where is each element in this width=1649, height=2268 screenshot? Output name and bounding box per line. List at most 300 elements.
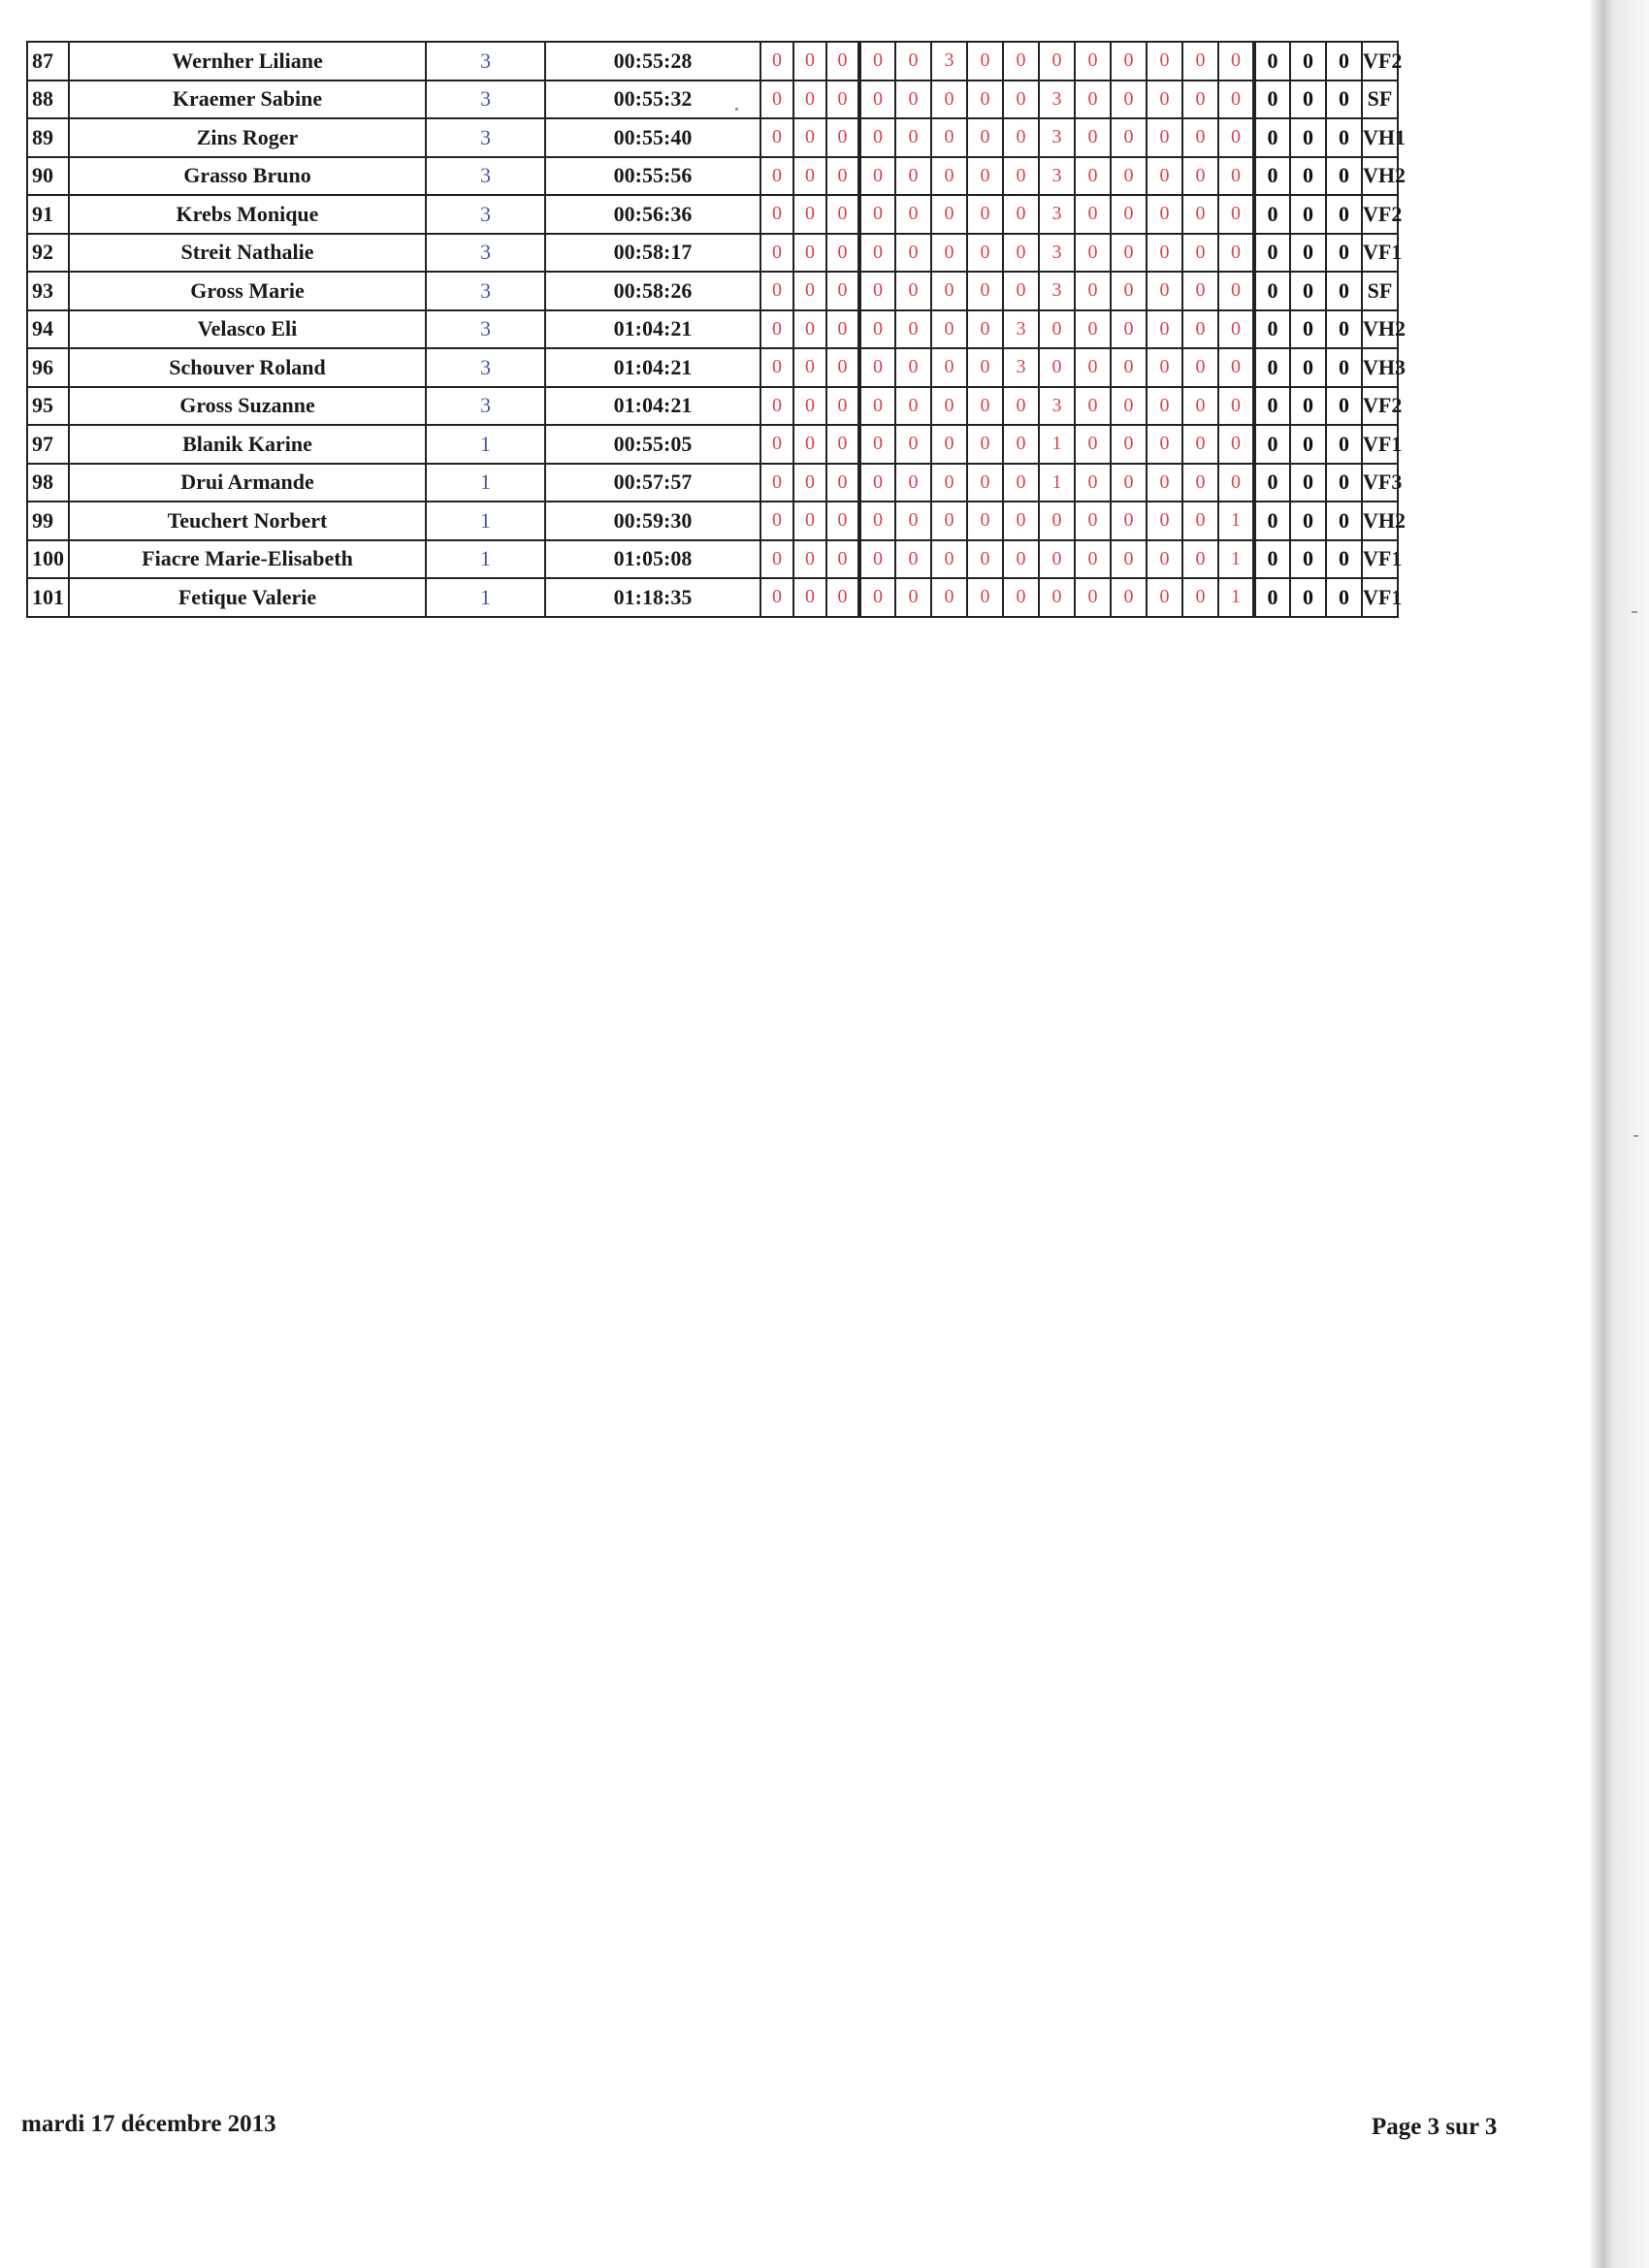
- penalty-cell: 0: [1182, 118, 1218, 157]
- penalty-cell: 0: [793, 157, 826, 196]
- penalty-cell: 0: [793, 540, 826, 579]
- penalty-cell: 0: [1003, 157, 1039, 196]
- penalty-cell: 0: [826, 272, 859, 310]
- laps-cell: 1: [426, 425, 545, 464]
- rank-cell: 96: [27, 348, 69, 387]
- penalty-cell: 0: [760, 578, 793, 617]
- total-cell: 0: [1290, 348, 1326, 387]
- penalty-cell: 0: [931, 387, 967, 426]
- penalty-cell: 0: [1111, 387, 1147, 426]
- category-cell: VH2: [1362, 502, 1398, 540]
- penalty-cell: 0: [1182, 540, 1218, 579]
- name-cell: Gross Suzanne: [69, 387, 426, 426]
- penalty-cell: 0: [1111, 81, 1147, 119]
- total-cell: 0: [1290, 540, 1326, 579]
- total-cell: 0: [1290, 81, 1326, 119]
- penalty-cell: 0: [1218, 195, 1254, 234]
- name-cell: Kraemer Sabine: [69, 81, 426, 119]
- penalty-cell: 0: [1075, 272, 1111, 310]
- penalty-cell: 0: [859, 464, 895, 502]
- laps-cell: 3: [426, 310, 545, 349]
- penalty-cell: 0: [1182, 578, 1218, 617]
- category-cell: VH2: [1362, 157, 1398, 196]
- penalty-cell: 0: [967, 195, 1003, 234]
- penalty-cell: 0: [967, 234, 1003, 273]
- penalty-cell: 0: [1218, 42, 1254, 81]
- penalty-cell: 0: [1147, 42, 1182, 81]
- total-cell: 0: [1326, 195, 1362, 234]
- penalty-cell: 0: [931, 195, 967, 234]
- penalty-cell: 0: [793, 310, 826, 349]
- penalty-cell: 0: [1147, 310, 1182, 349]
- penalty-cell: 0: [1111, 310, 1147, 349]
- total-cell: 0: [1290, 425, 1326, 464]
- penalty-cell: 3: [1003, 348, 1039, 387]
- penalty-cell: 0: [1111, 425, 1147, 464]
- penalty-cell: 0: [1003, 578, 1039, 617]
- penalty-cell: 0: [1147, 578, 1182, 617]
- penalty-cell: 0: [1218, 272, 1254, 310]
- table-row: [27, 540, 1524, 579]
- penalty-cell: 0: [1075, 234, 1111, 273]
- category-cell: VF2: [1362, 195, 1398, 234]
- penalty-cell: 0: [967, 425, 1003, 464]
- laps-cell: 1: [426, 578, 545, 617]
- time-cell: 00:55:32: [545, 81, 760, 119]
- table-row: [27, 118, 1524, 157]
- total-cell: 0: [1254, 195, 1290, 234]
- penalty-cell: 0: [895, 195, 931, 234]
- rank-cell: 95: [27, 387, 69, 426]
- penalty-cell: 0: [826, 42, 859, 81]
- penalty-cell: 0: [931, 502, 967, 540]
- table-row: [27, 310, 1524, 349]
- penalty-cell: 0: [1111, 272, 1147, 310]
- laps-cell: 1: [426, 502, 545, 540]
- total-cell: 0: [1290, 42, 1326, 81]
- time-cell: 01:18:35: [545, 578, 760, 617]
- penalty-cell: 0: [859, 425, 895, 464]
- penalty-cell: 0: [1147, 464, 1182, 502]
- penalty-cell: 0: [859, 387, 895, 426]
- total-cell: 0: [1254, 81, 1290, 119]
- rank-cell: 92: [27, 234, 69, 273]
- total-cell: 0: [1290, 234, 1326, 273]
- total-cell: 0: [1254, 310, 1290, 349]
- category-cell: VF2: [1362, 42, 1398, 81]
- penalty-cell: 0: [760, 310, 793, 349]
- total-cell: 0: [1254, 387, 1290, 426]
- penalty-cell: 0: [895, 118, 931, 157]
- penalty-cell: 0: [1111, 348, 1147, 387]
- penalty-cell: 0: [859, 310, 895, 349]
- penalty-cell: 0: [793, 272, 826, 310]
- penalty-cell: 0: [1147, 425, 1182, 464]
- penalty-cell: 0: [895, 157, 931, 196]
- penalty-cell: 0: [1075, 81, 1111, 119]
- penalty-cell: 0: [931, 310, 967, 349]
- penalty-cell: 0: [859, 272, 895, 310]
- total-cell: 0: [1326, 234, 1362, 273]
- penalty-cell: 1: [1218, 540, 1254, 579]
- penalty-cell: 0: [826, 81, 859, 119]
- laps-cell: 3: [426, 272, 545, 310]
- penalty-cell: 0: [760, 348, 793, 387]
- table-row: [27, 42, 1524, 81]
- penalty-cell: 0: [895, 502, 931, 540]
- penalty-cell: 0: [967, 387, 1003, 426]
- penalty-cell: 0: [760, 195, 793, 234]
- category-cell: VF1: [1362, 540, 1398, 579]
- category-cell: SF: [1362, 272, 1398, 310]
- penalty-cell: 0: [967, 157, 1003, 196]
- penalty-cell: 0: [859, 118, 895, 157]
- time-cell: 00:56:36: [545, 195, 760, 234]
- penalty-cell: 0: [1111, 464, 1147, 502]
- footer-page-number: Page 3 sur 3: [1372, 2114, 1498, 2140]
- penalty-cell: 0: [1075, 157, 1111, 196]
- laps-cell: 3: [426, 42, 545, 81]
- rank-cell: 99: [27, 502, 69, 540]
- penalty-cell: 0: [793, 234, 826, 273]
- table-row: [27, 387, 1524, 426]
- scan-speck: [1633, 1135, 1638, 1137]
- penalty-cell: 0: [895, 81, 931, 119]
- penalty-cell: 0: [826, 464, 859, 502]
- penalty-cell: 0: [1075, 464, 1111, 502]
- penalty-cell: 0: [1218, 118, 1254, 157]
- penalty-cell: 3: [931, 42, 967, 81]
- penalty-cell: 3: [1039, 195, 1075, 234]
- penalty-cell: 0: [931, 157, 967, 196]
- penalty-cell: 0: [1182, 157, 1218, 196]
- results-table-body: [27, 42, 1524, 617]
- time-cell: 00:55:56: [545, 157, 760, 196]
- penalty-cell: 0: [1147, 118, 1182, 157]
- rank-cell: 91: [27, 195, 69, 234]
- name-cell: Schouver Roland: [69, 348, 426, 387]
- penalty-cell: 0: [859, 42, 895, 81]
- total-cell: 0: [1254, 540, 1290, 579]
- penalty-cell: 0: [826, 387, 859, 426]
- penalty-cell: 0: [1003, 464, 1039, 502]
- penalty-cell: 0: [1111, 195, 1147, 234]
- penalty-cell: 0: [760, 540, 793, 579]
- penalty-cell: 0: [859, 348, 895, 387]
- penalty-cell: 1: [1039, 425, 1075, 464]
- penalty-cell: 0: [1003, 425, 1039, 464]
- total-cell: 0: [1254, 464, 1290, 502]
- time-cell: 00:59:30: [545, 502, 760, 540]
- penalty-cell: 0: [1182, 348, 1218, 387]
- penalty-cell: 0: [967, 118, 1003, 157]
- category-cell: VF2: [1362, 387, 1398, 426]
- penalty-cell: 0: [1147, 540, 1182, 579]
- table-row: [27, 195, 1524, 234]
- penalty-cell: 0: [1111, 157, 1147, 196]
- penalty-cell: 0: [1075, 540, 1111, 579]
- penalty-cell: 0: [931, 348, 967, 387]
- penalty-cell: 0: [760, 464, 793, 502]
- penalty-cell: 0: [1039, 310, 1075, 349]
- total-cell: 0: [1326, 464, 1362, 502]
- penalty-cell: 0: [1003, 42, 1039, 81]
- penalty-cell: 0: [1003, 118, 1039, 157]
- penalty-cell: 0: [1147, 502, 1182, 540]
- laps-cell: 3: [426, 81, 545, 119]
- penalty-cell: 0: [1147, 272, 1182, 310]
- penalty-cell: 0: [760, 118, 793, 157]
- laps-cell: 3: [426, 118, 545, 157]
- penalty-cell: 0: [895, 540, 931, 579]
- penalty-cell: 1: [1039, 464, 1075, 502]
- penalty-cell: 0: [931, 81, 967, 119]
- penalty-cell: 1: [1218, 578, 1254, 617]
- penalty-cell: 0: [760, 81, 793, 119]
- penalty-cell: 0: [1182, 464, 1218, 502]
- penalty-cell: 0: [1218, 464, 1254, 502]
- time-cell: 00:55:40: [545, 118, 760, 157]
- name-cell: Grasso Bruno: [69, 157, 426, 196]
- penalty-cell: 0: [931, 540, 967, 579]
- total-cell: 0: [1290, 502, 1326, 540]
- category-cell: SF: [1362, 81, 1398, 119]
- total-cell: 0: [1326, 118, 1362, 157]
- laps-cell: 3: [426, 195, 545, 234]
- penalty-cell: 0: [1218, 81, 1254, 119]
- penalty-cell: 0: [1003, 234, 1039, 273]
- penalty-cell: 0: [793, 81, 826, 119]
- penalty-cell: 0: [826, 234, 859, 273]
- penalty-cell: 0: [1075, 348, 1111, 387]
- penalty-cell: 0: [895, 310, 931, 349]
- penalty-cell: 0: [826, 310, 859, 349]
- penalty-cell: 0: [1111, 540, 1147, 579]
- category-cell: VH3: [1362, 348, 1398, 387]
- penalty-cell: 0: [967, 578, 1003, 617]
- rank-cell: 97: [27, 425, 69, 464]
- category-cell: VF1: [1362, 425, 1398, 464]
- name-cell: Velasco Eli: [69, 310, 426, 349]
- rank-cell: 87: [27, 42, 69, 81]
- rank-cell: 93: [27, 272, 69, 310]
- penalty-cell: 0: [1218, 310, 1254, 349]
- total-cell: 0: [1254, 348, 1290, 387]
- penalty-cell: 0: [1147, 234, 1182, 273]
- penalty-cell: 0: [1075, 310, 1111, 349]
- penalty-cell: 0: [793, 425, 826, 464]
- penalty-cell: 0: [1039, 578, 1075, 617]
- penalty-cell: 0: [1218, 157, 1254, 196]
- penalty-cell: 0: [1182, 272, 1218, 310]
- penalty-cell: 0: [859, 195, 895, 234]
- penalty-cell: 0: [931, 578, 967, 617]
- footer-date: mardi 17 décembre 2013: [21, 2111, 276, 2137]
- penalty-cell: 0: [1003, 195, 1039, 234]
- table-row: [27, 348, 1524, 387]
- penalty-cell: 0: [895, 234, 931, 273]
- total-cell: 0: [1326, 540, 1362, 579]
- rank-cell: 88: [27, 81, 69, 119]
- penalty-cell: 3: [1039, 118, 1075, 157]
- laps-cell: 3: [426, 348, 545, 387]
- penalty-cell: 0: [1003, 502, 1039, 540]
- penalty-cell: 0: [1111, 118, 1147, 157]
- total-cell: 0: [1290, 464, 1326, 502]
- penalty-cell: 0: [1182, 42, 1218, 81]
- time-cell: 00:55:05: [545, 425, 760, 464]
- penalty-cell: 0: [859, 502, 895, 540]
- penalty-cell: 0: [1003, 540, 1039, 579]
- total-cell: 0: [1254, 118, 1290, 157]
- rank-cell: 98: [27, 464, 69, 502]
- total-cell: 0: [1290, 272, 1326, 310]
- penalty-cell: 0: [1147, 387, 1182, 426]
- time-cell: 01:05:08: [545, 540, 760, 579]
- total-cell: 0: [1254, 425, 1290, 464]
- penalty-cell: 0: [1003, 387, 1039, 426]
- penalty-cell: 3: [1039, 387, 1075, 426]
- penalty-cell: 0: [760, 272, 793, 310]
- table-row: [27, 234, 1524, 273]
- penalty-cell: 0: [895, 464, 931, 502]
- table-row: [27, 464, 1524, 502]
- penalty-cell: 0: [1111, 502, 1147, 540]
- laps-cell: 3: [426, 234, 545, 273]
- penalty-cell: 0: [1218, 425, 1254, 464]
- scanned-page-edge: [1591, 0, 1649, 2268]
- penalty-cell: 0: [1147, 157, 1182, 196]
- penalty-cell: 0: [1182, 195, 1218, 234]
- penalty-cell: 0: [1111, 234, 1147, 273]
- penalty-cell: 0: [1182, 425, 1218, 464]
- total-cell: 0: [1254, 42, 1290, 81]
- total-cell: 0: [1254, 157, 1290, 196]
- penalty-cell: 0: [967, 502, 1003, 540]
- name-cell: Zins Roger: [69, 118, 426, 157]
- penalty-cell: 0: [1182, 387, 1218, 426]
- time-cell: 00:57:57: [545, 464, 760, 502]
- total-cell: 0: [1254, 272, 1290, 310]
- penalty-cell: 0: [1075, 502, 1111, 540]
- penalty-cell: 0: [1039, 348, 1075, 387]
- time-cell: 00:58:17: [545, 234, 760, 273]
- time-cell: 00:58:26: [545, 272, 760, 310]
- table-row: [27, 578, 1524, 617]
- penalty-cell: 0: [931, 272, 967, 310]
- penalty-cell: 0: [1075, 387, 1111, 426]
- penalty-cell: 0: [859, 540, 895, 579]
- penalty-cell: 0: [1218, 387, 1254, 426]
- total-cell: 0: [1290, 387, 1326, 426]
- rank-cell: 101: [27, 578, 69, 617]
- penalty-cell: 0: [1075, 425, 1111, 464]
- table-row: [27, 425, 1524, 464]
- penalty-cell: 0: [793, 502, 826, 540]
- total-cell: 0: [1326, 42, 1362, 81]
- penalty-cell: 0: [826, 540, 859, 579]
- penalty-cell: 0: [793, 387, 826, 426]
- penalty-cell: 0: [967, 42, 1003, 81]
- penalty-cell: 0: [1182, 81, 1218, 119]
- category-cell: VF1: [1362, 234, 1398, 273]
- penalty-cell: 0: [826, 578, 859, 617]
- penalty-cell: 0: [895, 348, 931, 387]
- name-cell: Gross Marie: [69, 272, 426, 310]
- penalty-cell: 0: [1075, 42, 1111, 81]
- penalty-cell: 0: [1182, 502, 1218, 540]
- penalty-cell: 0: [1003, 81, 1039, 119]
- penalty-cell: 0: [793, 578, 826, 617]
- penalty-cell: 3: [1039, 234, 1075, 273]
- penalty-cell: 0: [859, 578, 895, 617]
- penalty-cell: 0: [931, 234, 967, 273]
- penalty-cell: 0: [1111, 42, 1147, 81]
- results-table: [26, 41, 1525, 618]
- penalty-cell: 0: [826, 157, 859, 196]
- penalty-cell: 0: [793, 348, 826, 387]
- scan-speck: [1632, 611, 1637, 613]
- penalty-cell: 1: [1218, 502, 1254, 540]
- penalty-cell: 0: [931, 425, 967, 464]
- penalty-cell: 0: [1147, 195, 1182, 234]
- penalty-cell: 0: [1147, 348, 1182, 387]
- total-cell: 0: [1326, 502, 1362, 540]
- penalty-cell: 0: [760, 157, 793, 196]
- total-cell: 0: [1290, 157, 1326, 196]
- penalty-cell: 0: [1147, 81, 1182, 119]
- name-cell: Drui Armande: [69, 464, 426, 502]
- penalty-cell: 0: [1111, 578, 1147, 617]
- penalty-cell: 3: [1003, 310, 1039, 349]
- penalty-cell: 0: [760, 234, 793, 273]
- penalty-cell: 0: [826, 425, 859, 464]
- penalty-cell: 0: [967, 272, 1003, 310]
- category-cell: VF1: [1362, 578, 1398, 617]
- penalty-cell: 0: [895, 272, 931, 310]
- laps-cell: 1: [426, 540, 545, 579]
- table-row: [27, 502, 1524, 540]
- penalty-cell: 0: [760, 425, 793, 464]
- table-row: [27, 157, 1524, 196]
- penalty-cell: 0: [1039, 540, 1075, 579]
- penalty-cell: 0: [1075, 578, 1111, 617]
- total-cell: 0: [1326, 81, 1362, 119]
- total-cell: 0: [1290, 310, 1326, 349]
- penalty-cell: 0: [1075, 118, 1111, 157]
- category-cell: VF3: [1362, 464, 1398, 502]
- penalty-cell: 0: [826, 502, 859, 540]
- penalty-cell: 0: [895, 425, 931, 464]
- laps-cell: 3: [426, 387, 545, 426]
- penalty-cell: 0: [793, 464, 826, 502]
- penalty-cell: 0: [859, 81, 895, 119]
- penalty-cell: 0: [1075, 195, 1111, 234]
- rank-cell: 94: [27, 310, 69, 349]
- penalty-cell: 0: [859, 157, 895, 196]
- time-cell: 01:04:21: [545, 310, 760, 349]
- laps-cell: 1: [426, 464, 545, 502]
- total-cell: 0: [1326, 272, 1362, 310]
- name-cell: Fiacre Marie-Elisabeth: [69, 540, 426, 579]
- total-cell: 0: [1290, 578, 1326, 617]
- name-cell: Streit Nathalie: [69, 234, 426, 273]
- penalty-cell: 0: [793, 118, 826, 157]
- table-row: [27, 272, 1524, 310]
- penalty-cell: 3: [1039, 81, 1075, 119]
- penalty-cell: 0: [1182, 234, 1218, 273]
- penalty-cell: 0: [826, 118, 859, 157]
